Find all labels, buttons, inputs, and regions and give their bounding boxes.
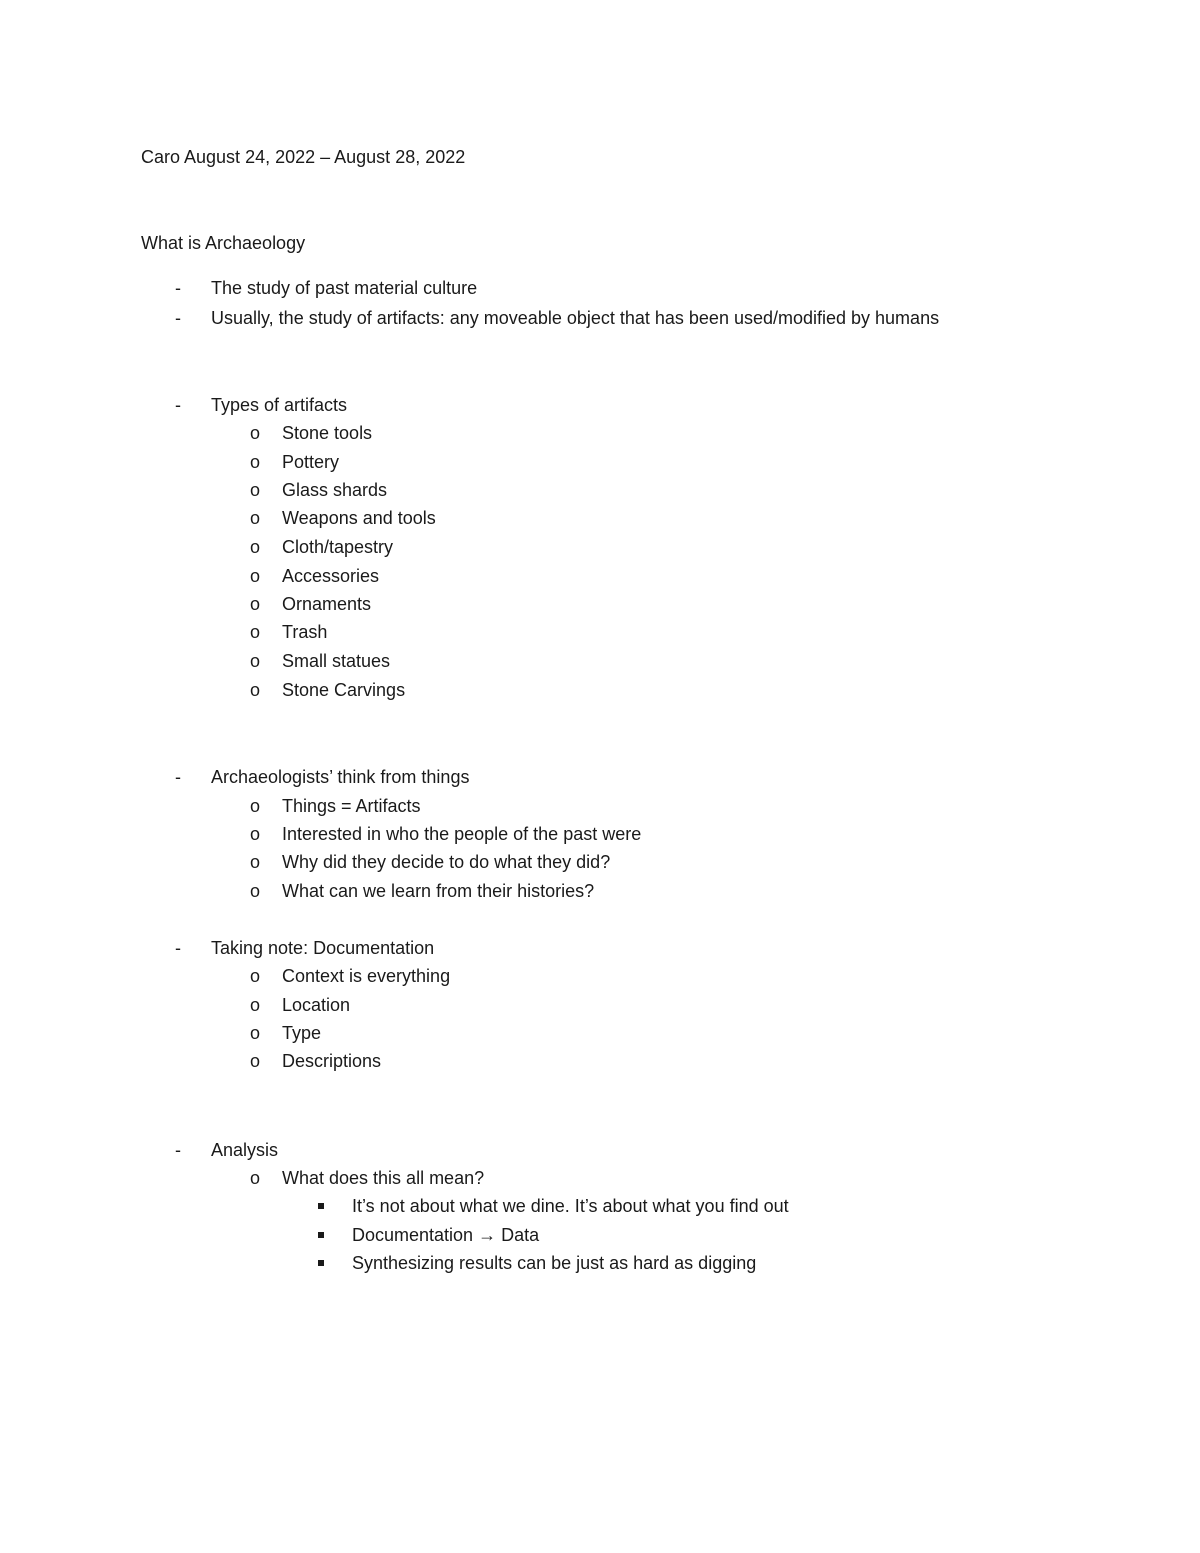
artifact-type-item: Accessories [282,566,380,586]
circle-bullet: o [250,680,261,700]
dash-bullet: - [175,308,181,328]
note-item: Type [282,1023,322,1043]
circle-bullet: o [250,995,261,1015]
square-bullet [318,1232,324,1238]
artifact-type-item: Glass shards [282,480,388,500]
think-item: Interested in who the people of the past were [282,824,642,844]
analysis-question: What does this all mean? [282,1168,485,1188]
circle-bullet: o [250,852,261,872]
types-label: Types of artifacts [211,395,348,415]
dash-bullet: - [175,938,181,958]
circle-bullet: o [250,594,261,614]
analysis-label: Analysis [211,1140,279,1160]
circle-bullet: o [250,881,261,901]
dash-bullet: - [175,395,181,415]
circle-bullet: o [250,537,261,557]
think-item: Things = Artifacts [282,796,421,816]
circle-bullet: o [250,480,261,500]
circle-bullet: o [250,1051,261,1071]
artifact-type-item: Ornaments [282,594,372,614]
think-item: What can we learn from their histories? [282,881,595,901]
analysis-point: Synthesizing results can be just as hard as digging [352,1253,757,1273]
note-item: Context is everything [282,966,451,986]
artifact-type-item: Stone Carvings [282,680,406,700]
note-item: Location [282,995,351,1015]
dash-bullet: - [175,767,181,787]
dash-bullet: - [175,1140,181,1160]
note-item: Descriptions [282,1051,382,1071]
artifact-type-item: Trash [282,622,328,642]
note-label: Taking note: Documentation [211,938,435,958]
circle-bullet: o [250,508,261,528]
think-label: Archaeologists’ think from things [211,767,470,787]
analysis-point: Documentation → Data [352,1225,540,1245]
document-header: Caro August 24, 2022 – August 28, 2022 [141,147,466,167]
circle-bullet: o [250,452,261,472]
artifact-type-item: Pottery [282,452,340,472]
analysis-point: It’s not about what we dine. It’s about what you find out [352,1196,789,1216]
circle-bullet: o [250,566,261,586]
section-title: What is Archaeology [141,233,306,253]
artifact-type-item: Small statues [282,651,391,671]
think-item: Why did they decide to do what they did? [282,852,611,872]
dash-bullet: - [175,278,181,298]
circle-bullet: o [250,651,261,671]
circle-bullet: o [250,1168,261,1188]
circle-bullet: o [250,622,261,642]
artifact-type-item: Stone tools [282,423,373,443]
circle-bullet: o [250,1023,261,1043]
circle-bullet: o [250,824,261,844]
intro-item: Usually, the study of artifacts: any moveable object that has been used/modified by humans [211,308,940,328]
intro-item: The study of past material culture [211,278,478,298]
circle-bullet: o [250,423,261,443]
circle-bullet: o [250,796,261,816]
circle-bullet: o [250,966,261,986]
square-bullet [318,1203,324,1209]
artifact-type-item: Weapons and tools [282,508,436,528]
artifact-type-item: Cloth/tapestry [282,537,394,557]
square-bullet [318,1260,324,1266]
